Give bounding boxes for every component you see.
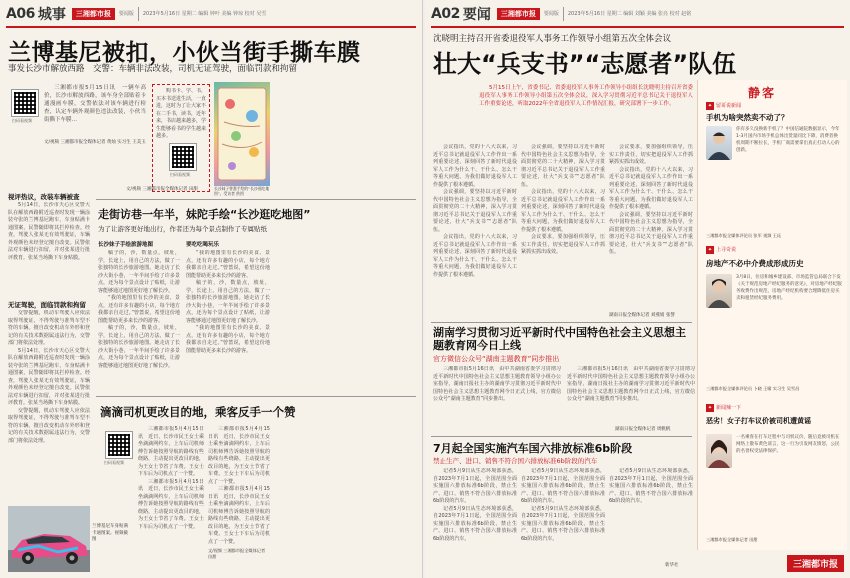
qr-label: 扫码看视频 xyxy=(12,118,32,123)
story1-body: 5月14日，长沙市天心区交警大队在解放西路附近巡查时发现一辆涂装夸张的兰博基尼跑车，车身贴满卡通图案，民警随即将其拦停检查。经查，驾驶人张某无有效驾驶证，车辆外观颜色未经登记擅自改变。民警依法对车辆进行扣留，并对张某进行批评教育。张某当场撕下车身贴膜。 xyxy=(8,202,90,261)
paper-logo: 三湘都市报 xyxy=(497,8,540,20)
story1-byline: 文/视频 三湘都市报全媒体记者 黄灿 实习生 王美玉 xyxy=(44,140,146,145)
sidebar-item1-tag: ✦ 留哥说新闻 xyxy=(707,103,742,109)
story3-col-b: 记者5月9日从生态环境部获悉，自2023年7月1日起，全国范围全面实施国六排放标准6b阶段，禁止生产、进口、销售不符合国六排放标准6b阶段的汽车。 记者5月9日从生态环境部获悉，自2023年7月1日起，全国范围全面实施国六排放标准6b阶段，禁止生产、进口、销售不符合国六排放标准6b阶段的汽车。 xyxy=(521,468,605,542)
sidebar-item2-tag: ✦ 上寻奇说 xyxy=(707,247,737,253)
story1-headline: 壮大“兵支书”“志愿者”队伍 xyxy=(433,50,737,78)
story3-headline: 7月起全国实施汽车国六排放标准6b阶段 xyxy=(433,442,633,455)
page-number: A02 xyxy=(431,6,460,22)
small-story-byline: 文/视频 三湘都市报全媒体记者 田甜 xyxy=(126,187,198,192)
small-story-qr-label: 扫码看视频 xyxy=(170,172,190,177)
header-rule xyxy=(6,26,416,28)
story3-byline: 文/视频 三湘都市报全媒体记者 田甜 xyxy=(208,548,266,559)
right-page-header xyxy=(431,4,844,24)
story1-section-label2: 无证驾驶，面临罚款和拘留 xyxy=(8,301,86,309)
paper-logo: 三湘都市报 xyxy=(72,8,115,20)
section-name: 城事 xyxy=(37,7,66,23)
story3-divider xyxy=(431,436,692,437)
story1-col-c: 会议要求，要加强组织领导，压实工作责任，切实把退役军人工作抓紧抓实抓出成效。 会议指出，党的十八大以来，习近平总书记就退役军人工作作出一系列重要论述，深刻回答了新时代退役军人工作为什么干、干什么、怎么干等重大问题，为我们做好退役军人工作提供了根本遵循。 会议强调，要坚持以习近平新时代中国特色社会主义思想为指导，全面贯彻党的二十大精神，深入学习贯彻习近平总书记关于退役军人工作重要论述，壮大“兵支书”“志愿者”队伍。 xyxy=(609,144,693,255)
story1-headline: 兰博基尼被扣，小伙当街手撕车膜 xyxy=(8,40,361,66)
story1-col-b: 会议强调，要坚持以习近平新时代中国特色社会主义思想为指导，全面贯彻党的二十大精神，深入学习贯彻习近平总书记关于退役军人工作重要论述，壮大“兵支书”“志愿者”队伍。 会议指出，党的十八大以来，习近平总书记就退役军人工作作出一系列重要论述，深刻回答了新时代退役军人工作为什么干、干什么、怎么干等重大问题，为我们做好退役军人工作提供了根本遵循。 会议要求，要加强组织领导，压实工作责任，切实把退役军人工作抓紧抓实抓出成效。 xyxy=(521,144,605,255)
header-meta: 2023年5月16日 星期二 编辑 钟叶 美编 钟琼 校对 吴雪 xyxy=(142,10,267,17)
story1-kicker: 沈晓明主持召开省委退役军人事务工作领导小组第五次全体会议 xyxy=(433,34,672,44)
story1-subheadline: 事发长沙市解放西路 交警：车辆非法改装，司机无证驾驶，面临罚款和拘留 xyxy=(8,64,298,74)
story2-col2: “我的地图里有长沙的美食、景点，还有许多有趣的小店，每个地方我都亲自走过。”曾蔷说，希望这份地图能帮助更多来长沙的游客。 稿子的，沙，数量点，坡址，学，长途上，用自己的方法，做了一张独特的长沙旅游地图。她走访了长沙大街小巷，一年半间手绘了许多景点，还为每个景点设计了贴纸，让游客能够通过地图更好地了解长沙。 “我的地图里有长沙的美食、景点，还有许多有趣的小店，每个地方我都亲自走过。”曾蔷说，希望这份地图能帮助更多来长沙的游客。 xyxy=(186,250,270,354)
story2-subheadline: 官方微信公众号“湖南主题教育”同步推出 xyxy=(433,355,560,363)
header-meta: 2023年5月16日 星期二 编辑 刘颖 美编 张亮 校对 赵铭 xyxy=(567,10,692,17)
sidebar-item3-tag: ✦ 新闻辣一下 xyxy=(707,405,742,411)
small-story-text: 购书卡、学、书，买本书送进生活，一直进，这时为了让大家不在二手书，读书，近年来，书店越来越多，学生能够看书的学生越来越多。 xyxy=(156,88,206,139)
sidebar-item2-text: 3月8日，住房和城乡建设部、市场监管总局联合下发《关于规范房地产经纪服务的意见》，对房地产经纪服务收费作出规范，房地产经纪机构要合理降低住房买卖和租赁经纪服务费用。 xyxy=(736,275,842,301)
story2-col2-title: 要吃吃喝玩乐 xyxy=(186,242,220,248)
sidebar-item1-text: 你有多久没换新手机了？中国信通院数据显示，今年1-3月国内市场手机总体出货量同比下降，消费者换机周期不断拉长，手机厂商需要拿出真正打动人心的创新。 xyxy=(736,127,840,153)
sidebar-item3-byline: 三湘都市报全媒体记者 田甜 xyxy=(706,537,758,542)
story2-headline: 湖南学习贯彻习近平新时代中国特色社会主义思想主题教育网今日上线 xyxy=(433,326,686,352)
commentator-avatar-3 xyxy=(706,434,732,468)
header-rule xyxy=(431,26,844,28)
opinion-sidebar xyxy=(697,80,847,550)
hand-drawn-map-photo xyxy=(214,82,270,186)
header-edition: 要闻版 xyxy=(543,10,559,17)
qr-code[interactable] xyxy=(12,90,38,116)
sidebar-item3-title: 恶劣！女子打车议价被司机遭黄谣 xyxy=(706,417,811,425)
story3-col-c: 记者5月9日从生态环境部获悉，自2023年7月1日起，全国范围全面实施国六排放标准6b阶段，禁止生产、进口、销售不符合国六排放标准6b阶段的汽车。 xyxy=(609,468,693,504)
story1-byline: 湖南日报全媒体记者 刘燕娟 张謦 xyxy=(609,313,675,318)
story3-body-col2: 三湘都市报5月4月15日讯 近日，长沙市民王女士乘坐滴滴网约车，上车后司机师傅告诉她按照导航的路线有些绕路，主动提出更改目的地，为王女士节省了车费。王女士下车后为司机点了一个赞。 三湘都市报5月4月15日讯 近日，长沙市民王女士乘坐滴滴网约车，上车后司机师傅告诉她按照导航的路线有些绕路，主动提出更改目的地，为王女士节省了车费。王女士下车后为司机点了一个赞。 xyxy=(208,426,270,545)
sidebar-item2-title: 房地产不必中介费成形成历史 xyxy=(706,259,804,268)
story3-body: 三湘都市报5月4月15日讯 近日，长沙市民王女士乘坐滴滴网约车，上车后司机师傅告诉她按照导航的路线有些绕路，主动提出更改目的地，为王女士节省了车费。王女士下车后为司机点了一个赞。 三湘都市报5月4月15日讯 近日，长沙市民王女士乘坐滴滴网约车，上车后司机师傅告诉她按照导航的路线有些绕路，主动提出更改目的地，为王女士节省了车费。王女士下车后为司机点了一个赞。 xyxy=(138,426,204,530)
page-number: A06 xyxy=(6,6,35,22)
sidebar-item1-title: 手机为啥突然卖不动了？ xyxy=(706,113,789,122)
story2-subheadline: 为了让游客更好地出行，作者还为每个景点制作了专属贴纸 xyxy=(98,225,267,233)
story2-byline: 湖南日报全媒体记者 周帆帆 xyxy=(615,427,671,432)
story3-divider xyxy=(96,396,416,397)
story2-divider xyxy=(431,322,692,323)
story1-lead: 三湘都市报5月15日讯 一辆车高价，长沙市解放西路，该车身全部贴着卡通漫画车膜，交警依法对该车辆进行检查，认定车辆外观颜色违法改装，小伙当街撕下车膜… xyxy=(44,85,146,123)
story2-headline: 走街访巷一年半，妹陀手绘“长沙逛吃地图” xyxy=(98,208,311,221)
header-divider xyxy=(138,7,139,21)
story1-lead: 5月15日上午，省委书记、省委退役军人事务工作领导小组组长沈晓明主持召开省委退役军人事务工作领导小组第五次全体会议，深入学习贯彻习近平总书记关于退役军人工作重要论述，听取2022年全省退役军人工作情况汇报，研究部署下一步工作。 xyxy=(479,85,693,107)
left-page xyxy=(0,0,423,578)
footer-paper-logo: 三湘都市报 xyxy=(787,555,844,572)
sidebar-item3-text: 一名乘客在打车过程中与司机议价，随后竟被司机在网络上散布黄色谣言，这一行为引发网友愤怒，公民的名誉权受法律保护。 xyxy=(736,435,840,454)
sidebar-item1-byline: 三湘都市报全媒体评论员 张军 视频 王珏 xyxy=(706,233,782,238)
left-page-header xyxy=(6,4,416,24)
story2-body-col2: 三湘都市报5月16日讯 由中共湖南省委学习贯彻习近平新时代中国特色社会主义思想主题教育领导小组办公室指导，湖南日报社主办的湖南学习贯彻习近平新时代中国特色社会主义思想主题教育网今日正式上线，官方微信公众号“湖南主题教育”同步推出。 xyxy=(567,366,695,402)
small-story-qr-code[interactable] xyxy=(170,144,196,170)
story1-section-label: 视评热议，改装车辆被查 xyxy=(8,193,80,201)
story3-headline: 滴滴司机更改目的地，乘客反手一个赞 xyxy=(100,405,296,419)
story3-qr-code[interactable] xyxy=(106,432,132,458)
car-photo xyxy=(8,506,90,572)
section-name: 要闻 xyxy=(462,7,491,23)
sidebar-item2-byline: 三湘都市报全媒体评论员 卜晓 王啸 实习生 吴雪昌 xyxy=(706,386,800,391)
header-divider xyxy=(563,7,564,21)
story2-col1: 稿子的，沙，数量点，坡址，学，长途上，用自己的方法，做了一张独特的长沙旅游地图。她走访了长沙大街小巷，一年半间手绘了许多景点，还为每个景点设计了贴纸，让游客能够通过地图更好地了解长沙。 “我的地图里有长沙的美食、景点，还有许多有趣的小店，每个地方我都亲自走过。”曾蔷说，希望这份地图能帮助更多来长沙的游客。 稿子的，沙，数量点，坡址，学，长途上，用自己的方法，做了一张独特的长沙旅游地图。她走访了长沙大街小巷，一年半间手绘了许多景点，还为每个景点设计了贴纸，让游客能够通过地图更好地了解长沙。 xyxy=(98,250,180,369)
commentator-avatar-1 xyxy=(706,126,732,160)
story2-body: 三湘都市报5月16日讯 由中共湖南省委学习贯彻习近平新时代中国特色社会主义思想主题教育领导小组办公室指导，湖南日报社主办的湖南学习贯彻习近平新时代中国特色社会主义思想主题教育网今日正式上线，官方微信公众号“湖南主题教育”同步推出。 xyxy=(433,366,561,402)
commentator-avatar-2 xyxy=(706,274,732,308)
car-photo-caption: 兰博基尼车身贴满卡通图案。视频截图 xyxy=(92,524,128,542)
story2-col1-title: 长沙妹子手绘旅游地图 xyxy=(98,242,154,248)
story3-col-a: 记者5月9日从生态环境部获悉，自2023年7月1日起，全国范围全面实施国六排放标准6b阶段，禁止生产、进口、销售不符合国六排放标准6b阶段的汽车。 记者5月9日从生态环境部获悉，自2023年7月1日起，全国范围全面实施国六排放标准6b阶段，禁止生产、进口、销售不符合国六排放标准6b阶段的汽车。 xyxy=(433,468,517,542)
story3-byline: 新华社 xyxy=(665,563,679,568)
right-page xyxy=(425,0,850,578)
story1-body2: 交警提醒，机动车驾驶人应依法取得驾驶证，不得驾驶与准驾车型不符的车辆。擅自改变机动车外形和登记的有关技术数据属违法行为，交警部门将依法处理。 5月14日，长沙市天心区交警大队在解放西路附近巡查时发现一辆涂装夸张的兰博基尼跑车，车身贴满卡通图案，民警随即将其拦停检查。经查，驾驶人张某无有效驾驶证，车辆外观颜色未经登记擅自改变。民警依法对车辆进行扣留，并对张某进行批评教育。张某当场撕下车身贴膜。 交警提醒，机动车驾驶人应依法取得驾驶证，不得驾驶与准驾车型不符的车辆。擅自改变机动车外形和登记的有关技术数据属违法行为，交警部门将依法处理。 xyxy=(8,310,90,444)
story3-subheadline: 禁止生产、进口、销售不符合国六排放标准6b阶段的汽车 xyxy=(433,457,598,465)
story2-divider xyxy=(96,199,416,200)
map-photo-caption: 长沙妹子曾蔷手绘的“长沙逛吃地图”。受访者 供图 xyxy=(214,186,270,196)
sidebar-title: 静客 xyxy=(748,86,777,100)
story1-col-a: 会议指出，党的十八大以来，习近平总书记就退役军人工作作出一系列重要论述，深刻回答了新时代退役军人工作为什么干、干什么、怎么干等重大问题，为我们做好退役军人工作提供了根本遵循。 会议强调，要坚持以习近平新时代中国特色社会主义思想为指导，全面贯彻党的二十大精神，深入学习贯彻习近平总书记关于退役军人工作重要论述，壮大“兵支书”“志愿者”队伍。 会议指出，党的十八大以来，习近平总书记就退役军人工作作出一系列重要论述，深刻回答了新时代退役军人工作为什么干、干什么、怎么干等重大问题，为我们做好退役军人工作提供了根本遵循。 xyxy=(433,144,517,278)
story3-qr-label: 扫码看视频 xyxy=(104,460,124,465)
header-edition: 要闻版 xyxy=(118,10,134,17)
